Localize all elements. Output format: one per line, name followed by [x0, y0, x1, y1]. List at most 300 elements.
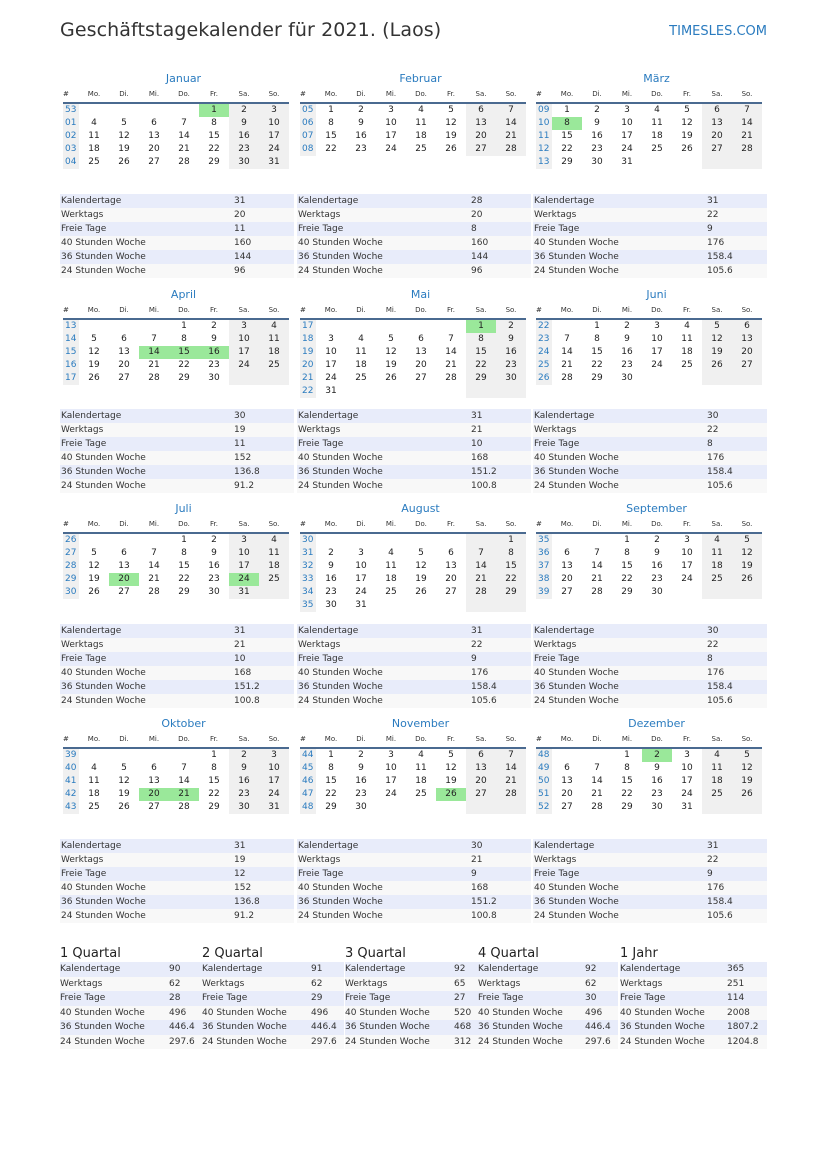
stats-row: [60, 250, 294, 264]
day-cell: 30: [651, 587, 663, 597]
stats-label: Werktags: [298, 855, 341, 865]
stats-value: 9: [471, 869, 477, 879]
day-cell: 8: [328, 118, 334, 128]
day-cell: 5: [121, 118, 127, 128]
weekday-label: So.: [741, 735, 753, 743]
quarter-label: 24 Stunden Woche: [202, 1036, 287, 1047]
day-cell: 1: [594, 321, 600, 331]
weekday-header: [536, 303, 762, 320]
stats-value: 144: [471, 252, 489, 262]
week-number: 10: [536, 117, 552, 130]
day-cell: 8: [624, 548, 630, 558]
day-cell: [376, 385, 406, 398]
stats-value: 20: [471, 210, 483, 220]
day-cell: 14: [732, 117, 762, 130]
day-cell: 14: [148, 561, 160, 571]
day-cell: 13: [561, 776, 573, 786]
stats-row: [60, 652, 294, 666]
week-number: 30: [300, 534, 316, 547]
day-cell: 25: [702, 788, 732, 801]
day-cell: 11: [355, 347, 367, 357]
day-cell: 3: [654, 321, 660, 331]
day-cell: [139, 104, 169, 117]
quarter-row: [202, 991, 344, 1006]
stats-label: 40 Stunden Woche: [534, 238, 619, 248]
stats-value: 168: [471, 453, 489, 463]
week-number: 24: [536, 346, 552, 359]
day-cell: 15: [208, 776, 220, 786]
day-cell: 15: [561, 131, 573, 141]
week-number: 25: [536, 359, 552, 372]
day-cell: 2: [496, 320, 526, 333]
day-cell: 5: [91, 334, 97, 344]
day-cell: 4: [418, 105, 424, 115]
stats-value: 91.2: [234, 911, 255, 921]
week-row: [536, 320, 762, 333]
quarter-row: [620, 991, 767, 1006]
day-cell: 25: [702, 573, 732, 586]
day-cell: 25: [385, 587, 397, 597]
day-cell: 11: [415, 763, 427, 773]
day-cell: 10: [355, 561, 367, 571]
weekday-label: Fr.: [447, 520, 455, 528]
month-calendar: [63, 287, 289, 385]
quarter-label: 40 Stunden Woche: [345, 1007, 430, 1018]
day-cell: 1: [496, 534, 526, 547]
quarter-label: 40 Stunden Woche: [60, 1007, 145, 1018]
day-cell: 4: [91, 763, 97, 773]
week-row: [300, 346, 526, 359]
day-cell: 16: [325, 574, 337, 584]
quarter-value: 62: [311, 978, 323, 989]
week-row: [63, 372, 289, 385]
quarter-row: [345, 1006, 487, 1021]
day-cell: 26: [732, 788, 762, 801]
weekday-label: So.: [505, 735, 517, 743]
quarter-row: [60, 1020, 202, 1035]
quarter-label: Kalendertage: [202, 964, 263, 974]
day-cell: 26: [118, 157, 130, 167]
day-cell: 5: [91, 548, 97, 558]
week-row: [300, 586, 526, 599]
stats-value: 160: [471, 238, 489, 248]
stats-row: [297, 909, 531, 923]
day-cell: 11: [651, 118, 663, 128]
stats-value: 12: [234, 869, 246, 879]
week-row: [300, 788, 526, 801]
day-cell: 21: [591, 789, 603, 799]
weekday-label: Sa.: [238, 306, 250, 314]
week-row: [63, 130, 289, 143]
weekday-label: Do.: [178, 90, 190, 98]
quarter-row: [60, 977, 202, 992]
stats-row: [533, 236, 767, 250]
holiday-day: 21: [169, 788, 199, 801]
month-name: März: [643, 72, 670, 85]
weekday-label: Sa.: [475, 520, 487, 528]
day-cell: [139, 749, 169, 762]
week-number: 41: [63, 775, 79, 788]
week-row: [300, 762, 526, 775]
weekday-header: [63, 517, 289, 534]
stats-row: [297, 222, 531, 236]
quarter-row: [345, 962, 487, 977]
day-cell: [496, 801, 526, 814]
day-cell: 15: [208, 131, 220, 141]
stats-row: [533, 624, 767, 638]
week-row: [63, 547, 289, 560]
stats-row: [60, 694, 294, 708]
day-cell: 2: [358, 750, 364, 760]
stats-value: 21: [471, 855, 483, 865]
day-cell: [139, 534, 169, 547]
month-calendar: [536, 716, 762, 814]
day-cell: 14: [178, 131, 190, 141]
day-cell: 26: [118, 802, 130, 812]
day-cell: 1: [328, 750, 334, 760]
holiday-day: 8: [552, 117, 582, 130]
stats-value: 158.4: [707, 252, 733, 262]
holiday-day: 1: [199, 104, 229, 117]
week-number: 45: [300, 762, 316, 775]
stats-label: Kalendertage: [61, 196, 122, 206]
stats-row: [297, 881, 531, 895]
day-cell: 5: [732, 534, 762, 547]
day-cell: 3: [388, 105, 394, 115]
month-name: November: [391, 717, 450, 730]
week-row: [300, 104, 526, 117]
day-cell: [316, 534, 346, 547]
day-cell: 30: [325, 600, 337, 610]
weekday-label: Mi.: [621, 90, 633, 98]
stats-label: Freie Tage: [298, 869, 344, 879]
week-number: 51: [536, 788, 552, 801]
weekday-label: Do.: [415, 306, 427, 314]
day-cell: 9: [229, 762, 259, 775]
week-number: 17: [300, 320, 316, 333]
day-cell: 4: [702, 749, 732, 762]
quarter-value: 520: [454, 1007, 472, 1018]
week-number: 13: [63, 320, 79, 333]
month-calendar: [300, 716, 526, 814]
weekday-label: Di.: [356, 90, 366, 98]
quarter-label: Werktags: [620, 978, 663, 989]
quarter-value: 446.4: [169, 1022, 195, 1032]
day-cell: 20: [702, 130, 732, 143]
day-cell: 31: [259, 801, 289, 814]
day-cell: 30: [355, 802, 367, 812]
quarter-value: 312: [454, 1036, 472, 1047]
stats-row: [297, 409, 531, 423]
week-number: 12: [536, 143, 552, 156]
day-cell: 20: [466, 775, 496, 788]
day-cell: 12: [702, 333, 732, 346]
month-calendar: [300, 71, 526, 156]
day-cell: 2: [624, 321, 630, 331]
day-cell: 9: [211, 548, 217, 558]
stats-row: [60, 839, 294, 853]
week-row: [536, 143, 762, 156]
day-cell: [436, 801, 466, 814]
stats-value: 105.6: [707, 481, 733, 491]
day-cell: 3: [229, 320, 259, 333]
stats-value: 152: [234, 453, 252, 463]
week-number: 11: [536, 130, 552, 143]
quarter-row: [202, 1020, 344, 1035]
weekday-label: #: [63, 90, 69, 98]
day-cell: 19: [385, 360, 397, 370]
stats-value: 160: [234, 238, 252, 248]
stats-label: 40 Stunden Woche: [61, 668, 146, 678]
stats-label: 36 Stunden Woche: [534, 467, 619, 477]
page-title: Geschäftstagekalender für 2021. (Laos): [60, 19, 442, 41]
week-row: [300, 749, 526, 762]
week-number: 17: [63, 372, 79, 385]
day-cell: 26: [88, 587, 100, 597]
stats-value: 158.4: [707, 682, 733, 692]
stats-label: Werktags: [534, 640, 577, 650]
weekday-header: [300, 517, 526, 534]
week-row: [536, 801, 762, 814]
quarter-value: 92: [454, 964, 466, 974]
week-number: 42: [63, 788, 79, 801]
day-cell: 10: [259, 117, 289, 130]
week-row: [536, 586, 762, 599]
day-cell: 24: [355, 587, 367, 597]
stats-label: 24 Stunden Woche: [61, 911, 146, 921]
month-stats: [297, 839, 531, 923]
stats-label: Freie Tage: [61, 224, 107, 234]
day-cell: 15: [621, 776, 633, 786]
day-cell: 23: [208, 574, 220, 584]
quarter-value: 29: [311, 993, 323, 1003]
stats-row: [533, 465, 767, 479]
weekday-label: So.: [741, 520, 753, 528]
quarter-title: 1 Jahr: [620, 946, 658, 961]
stats-value: 144: [234, 252, 252, 262]
quarter-value: 27: [454, 993, 466, 1003]
week-number: 39: [63, 749, 79, 762]
day-cell: 2: [211, 535, 217, 545]
stats-value: 151.2: [234, 682, 260, 692]
weekday-label: Di.: [356, 735, 366, 743]
day-cell: 10: [681, 763, 693, 773]
day-cell: 13: [445, 561, 457, 571]
week-number: 43: [63, 801, 79, 814]
stats-value: 10: [234, 654, 246, 664]
stats-label: 40 Stunden Woche: [298, 883, 383, 893]
day-cell: 12: [732, 762, 762, 775]
week-row: [300, 333, 526, 346]
day-cell: [436, 599, 466, 612]
week-number: 32: [300, 560, 316, 573]
quarter-value: 251: [727, 978, 745, 989]
day-cell: 4: [654, 105, 660, 115]
stats-value: 30: [471, 841, 483, 851]
week-row: [300, 130, 526, 143]
weekday-header: [300, 732, 526, 749]
day-cell: 7: [496, 104, 526, 117]
day-cell: 15: [325, 776, 337, 786]
day-cell: 5: [732, 749, 762, 762]
day-cell: [406, 534, 436, 547]
day-cell: [466, 599, 496, 612]
week-row: [63, 156, 289, 169]
stats-label: Kalendertage: [298, 196, 359, 206]
stats-value: 19: [234, 425, 246, 435]
day-cell: [642, 372, 672, 385]
quarter-label: 40 Stunden Woche: [620, 1007, 705, 1018]
quarter-value: 297.6: [169, 1036, 195, 1047]
stats-label: 36 Stunden Woche: [61, 682, 146, 692]
quarter-row: [620, 977, 767, 992]
stats-value: 31: [707, 196, 719, 206]
stats-label: Werktags: [298, 210, 341, 220]
stats-row: [60, 638, 294, 652]
stats-row: [297, 423, 531, 437]
weekday-label: Sa.: [475, 306, 487, 314]
stats-value: 158.4: [471, 682, 497, 692]
day-cell: 11: [415, 118, 427, 128]
day-cell: 14: [561, 347, 573, 357]
week-number: 27: [63, 547, 79, 560]
day-cell: 8: [181, 548, 187, 558]
day-cell: [436, 320, 466, 333]
weekday-label: So.: [505, 306, 517, 314]
month-stats: [533, 624, 767, 708]
day-cell: 7: [594, 763, 600, 773]
day-cell: 3: [259, 749, 289, 762]
day-cell: [346, 320, 376, 333]
day-cell: 18: [702, 560, 732, 573]
weekday-label: Di.: [356, 520, 366, 528]
day-cell: 8: [211, 118, 217, 128]
day-cell: 22: [208, 789, 220, 799]
quarter-value: 92: [585, 964, 597, 974]
stats-row: [533, 680, 767, 694]
day-cell: 15: [591, 347, 603, 357]
stats-label: Freie Tage: [534, 869, 580, 879]
stats-row: [60, 437, 294, 451]
day-cell: 29: [178, 587, 190, 597]
stats-row: [533, 423, 767, 437]
day-cell: [109, 104, 139, 117]
stats-row: [60, 853, 294, 867]
day-cell: 6: [564, 763, 570, 773]
weekday-label: So.: [505, 90, 517, 98]
day-cell: 6: [702, 104, 732, 117]
stats-label: 24 Stunden Woche: [298, 696, 383, 706]
weekday-header: [536, 517, 762, 534]
day-cell: 10: [621, 118, 633, 128]
day-cell: 27: [561, 587, 573, 597]
week-number: 03: [63, 143, 79, 156]
quarter-value: 297.6: [311, 1036, 337, 1047]
day-cell: 1: [328, 105, 334, 115]
day-cell: [376, 320, 406, 333]
stats-label: 36 Stunden Woche: [298, 467, 383, 477]
day-cell: 26: [681, 144, 693, 154]
stats-value: 8: [707, 654, 713, 664]
quarter-label: Kalendertage: [345, 964, 406, 974]
day-cell: 12: [385, 347, 397, 357]
day-cell: 5: [702, 320, 732, 333]
quarter-row: [478, 1035, 618, 1050]
day-cell: 5: [388, 334, 394, 344]
stats-value: 30: [234, 411, 246, 421]
stats-row: [533, 694, 767, 708]
weekday-label: Mi.: [621, 735, 633, 743]
stats-label: Werktags: [298, 425, 341, 435]
quarter-value: 496: [169, 1007, 187, 1018]
stats-label: Kalendertage: [61, 411, 122, 421]
day-cell: [316, 320, 346, 333]
quarter-label: 24 Stunden Woche: [345, 1036, 430, 1047]
week-number: 36: [536, 547, 552, 560]
week-row: [536, 333, 762, 346]
day-cell: 23: [325, 587, 337, 597]
day-cell: 27: [466, 143, 496, 156]
quarter-row: [478, 977, 618, 992]
day-cell: 6: [564, 548, 570, 558]
day-cell: 16: [651, 561, 663, 571]
day-cell: 25: [88, 802, 100, 812]
quarter-title: 3 Quartal: [345, 946, 406, 961]
day-cell: [376, 599, 406, 612]
weekday-label: Fr.: [683, 306, 691, 314]
day-cell: 17: [681, 561, 693, 571]
quarter-label: 24 Stunden Woche: [60, 1036, 145, 1047]
weekday-label: #: [300, 520, 306, 528]
day-cell: 11: [385, 561, 397, 571]
stats-label: Freie Tage: [61, 654, 107, 664]
day-cell: 19: [118, 144, 130, 154]
day-cell: 22: [496, 573, 526, 586]
day-cell: 10: [651, 334, 663, 344]
week-number: 53: [63, 104, 79, 117]
week-number: 02: [63, 130, 79, 143]
day-cell: 17: [385, 776, 397, 786]
weekday-label: #: [63, 520, 69, 528]
day-cell: 29: [466, 372, 496, 385]
day-cell: 28: [148, 373, 160, 383]
stats-value: 176: [707, 668, 725, 678]
week-row: [300, 117, 526, 130]
day-cell: 23: [229, 788, 259, 801]
day-cell: 12: [732, 547, 762, 560]
day-cell: 10: [325, 347, 337, 357]
day-cell: 21: [178, 144, 190, 154]
week-row: [536, 130, 762, 143]
stats-label: Werktags: [61, 425, 104, 435]
brand-link[interactable]: TIMESLES.COM: [669, 24, 767, 39]
day-cell: 27: [732, 359, 762, 372]
stats-label: 36 Stunden Woche: [298, 682, 383, 692]
stats-row: [533, 437, 767, 451]
week-row: [536, 775, 762, 788]
stats-value: 168: [471, 883, 489, 893]
day-cell: 10: [229, 333, 259, 346]
day-cell: [79, 749, 109, 762]
quarter-value: 446.4: [311, 1022, 337, 1032]
weekday-label: Mi.: [148, 90, 160, 98]
weekday-label: Mi.: [621, 520, 633, 528]
week-row: [63, 573, 289, 586]
quarter-label: Freie Tage: [478, 993, 524, 1003]
day-cell: 28: [178, 802, 190, 812]
weekday-label: #: [300, 306, 306, 314]
day-cell: 19: [702, 346, 732, 359]
